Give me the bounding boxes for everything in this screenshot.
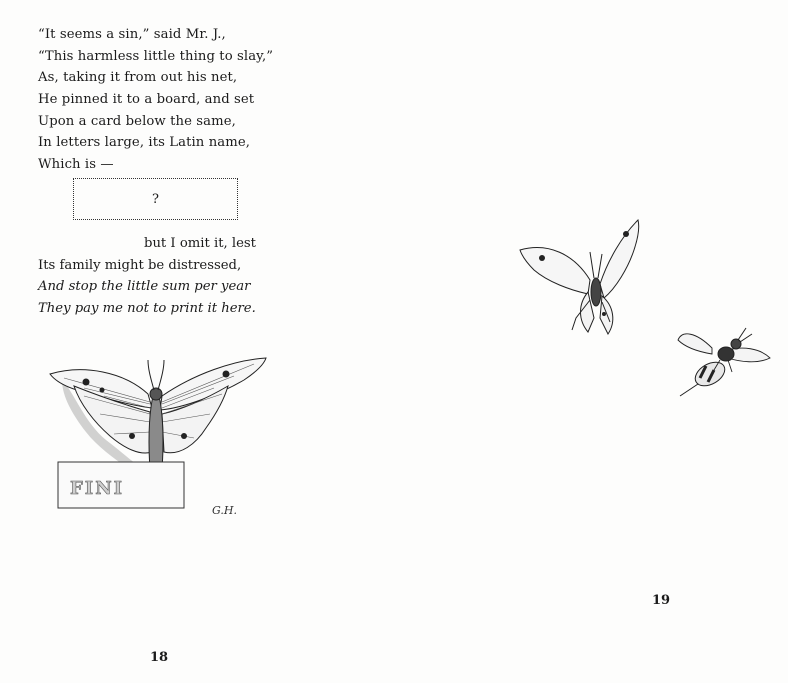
poem-line: As, taking it from out his net, bbox=[38, 70, 238, 86]
poem-line: Upon a card below the same, bbox=[38, 113, 236, 129]
poem-line: “This harmless little thing to slay,” bbox=[38, 48, 274, 64]
poem-continuation bbox=[38, 233, 256, 320]
poem-stanza bbox=[38, 24, 273, 176]
right-page bbox=[394, 0, 788, 683]
page-number-left: 18 bbox=[150, 650, 169, 665]
poem-line: “It seems a sin,” said Mr. J., bbox=[38, 27, 226, 42]
artist-signature: G.H. bbox=[212, 504, 237, 517]
wasp-illustration bbox=[676, 318, 776, 402]
poem-line-italic: They pay me not to print it here. bbox=[38, 301, 256, 317]
poem-line: but I omit it, lest bbox=[144, 236, 256, 251]
poem-line: He pinned it to a board, and set bbox=[38, 92, 255, 108]
flying-butterfly-illustration bbox=[518, 208, 648, 348]
latin-name-placeholder: ? bbox=[152, 191, 159, 207]
poem-line: Which is — bbox=[38, 157, 114, 173]
poem-line-italic: And stop the little sum per year bbox=[38, 279, 251, 295]
page-number-right: 19 bbox=[652, 593, 671, 608]
poem-line: In letters large, its Latin name, bbox=[38, 135, 251, 151]
latin-name-box bbox=[73, 178, 238, 220]
fini-card-label: FINI bbox=[70, 478, 125, 499]
poem-line: Its family might be distressed, bbox=[38, 257, 242, 273]
pinned-butterfly-illustration bbox=[44, 352, 274, 522]
